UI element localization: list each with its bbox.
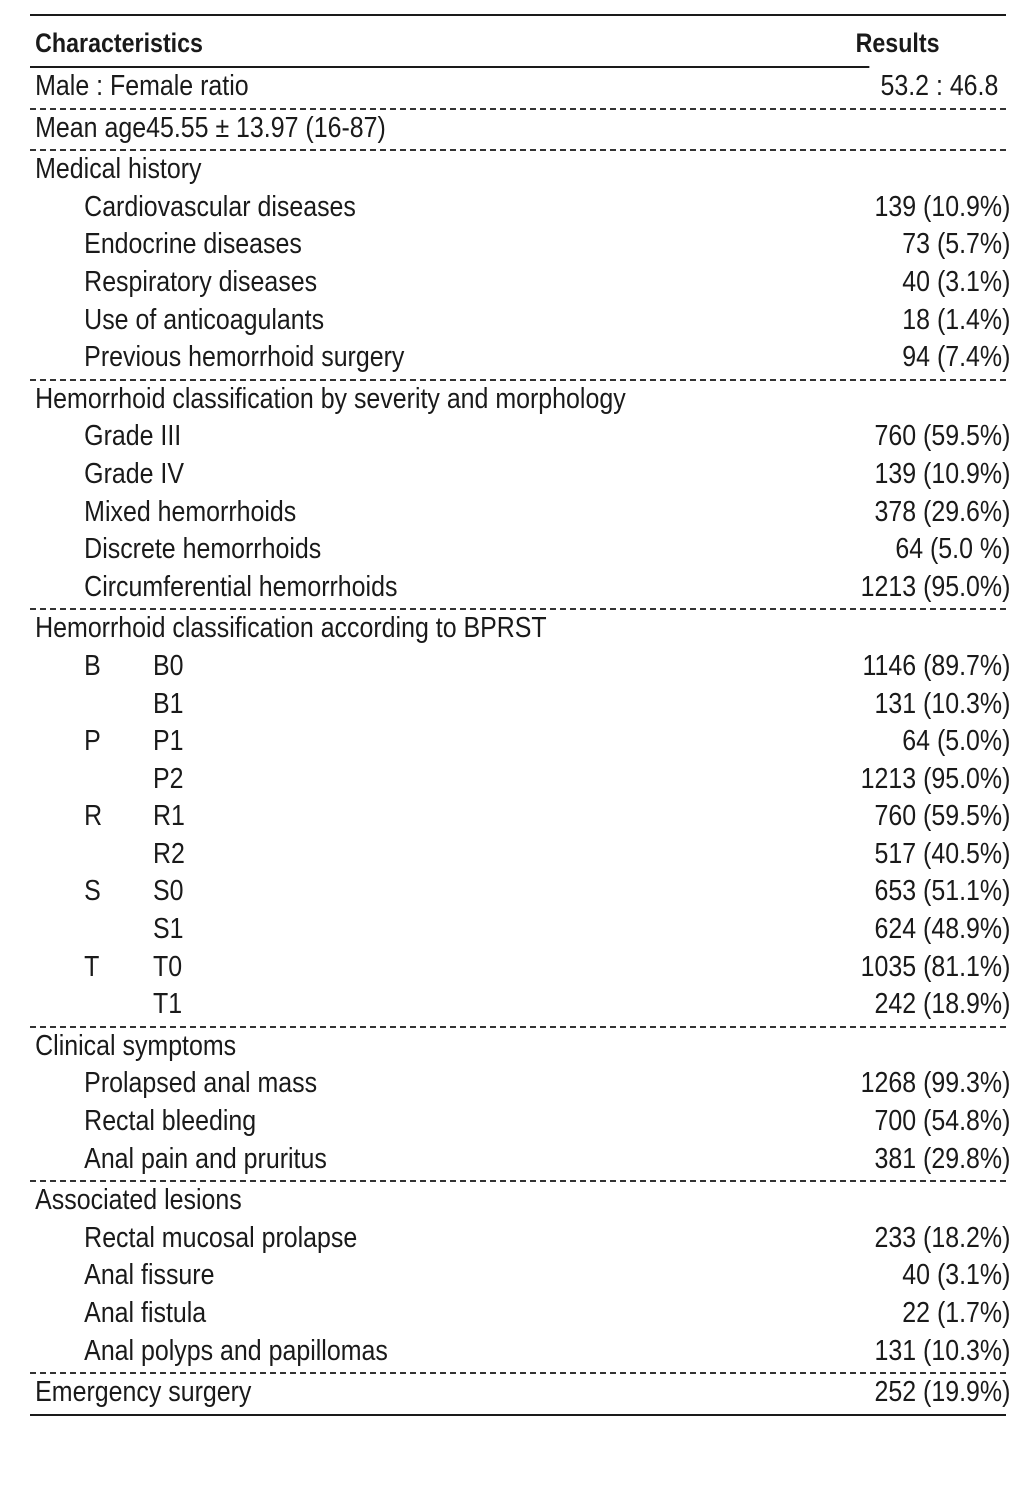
- age-label: Mean age45.55 ± 13.97 (16-87): [35, 111, 386, 144]
- table-row: Endocrine diseases 73 (5.7%): [84, 228, 1011, 261]
- table-row: [30, 68, 1006, 106]
- table-row: S1 624 (48.9%): [152, 913, 1011, 946]
- section-title: Medical history: [35, 153, 202, 186]
- section-ratio: [30, 68, 1006, 110]
- table-row: [30, 1374, 1011, 1412]
- section-emergency: [30, 1374, 1011, 1416]
- table-row: Rectal mucosal prolapse 233 (18.2%): [84, 1221, 1011, 1254]
- table-row: Circumferential hemorrhoids 1213 (95.0%): [84, 570, 1011, 603]
- header-characteristics: Characteristics: [35, 28, 203, 58]
- section-age: [30, 110, 1006, 152]
- table-header: [30, 16, 940, 68]
- table-row: Mixed hemorrhoids 378 (29.6%): [84, 495, 1011, 528]
- table-row: B1 131 (10.3%): [152, 687, 1011, 720]
- section-title: Hemorrhoid classification according to BPRST: [35, 612, 547, 645]
- table-row: R2 517 (40.5%): [152, 837, 1011, 870]
- table-row: P P1 64 (5.0%): [84, 725, 1011, 758]
- table-row: Grade IV 139 (10.9%): [84, 457, 1011, 490]
- table-row: Anal pain and pruritus 381 (29.8%): [84, 1142, 1011, 1175]
- ratio-value: 53.2 : 46.8: [880, 70, 999, 102]
- emergency-label: Emergency surgery: [35, 1376, 252, 1409]
- table-row: R R1 760 (59.5%): [84, 800, 1011, 833]
- section-lesions: [30, 1182, 1011, 1374]
- section-title: Clinical symptoms: [35, 1029, 237, 1062]
- ratio-label: Male : Female ratio: [35, 70, 249, 102]
- table-row: Anal fistula 22 (1.7%): [84, 1297, 1011, 1329]
- table-row: P2 1213 (95.0%): [152, 762, 1011, 795]
- section-severity: [30, 381, 1011, 611]
- age-value: 45.55 ± 13.97 (16-87): [146, 111, 386, 144]
- table-row: Cardiovascular diseases 139 (10.9%): [84, 190, 1011, 223]
- characteristics-table: [30, 14, 1011, 1416]
- table-row: Prolapsed anal mass 1268 (99.3%): [84, 1067, 1011, 1100]
- section-title: Associated lesions: [35, 1184, 242, 1217]
- section-bprst: [30, 610, 1011, 1028]
- section-symptoms: [30, 1028, 1011, 1182]
- section-medical-history: [30, 151, 1011, 381]
- table-row: Discrete hemorrhoids 64 (5.0 %): [84, 533, 1011, 566]
- table-row: Anal fissure 40 (3.1%): [84, 1259, 1011, 1292]
- table-row: [30, 110, 1006, 148]
- header-results: Results: [855, 28, 940, 58]
- table-row: Previous hemorrhoid surgery 94 (7.4%): [84, 341, 1011, 374]
- table-row: Use of anticoagulants 18 (1.4%): [84, 303, 1011, 336]
- section-title: Hemorrhoid classification by severity and morphology: [35, 382, 626, 415]
- table-row: T T0 1035 (81.1%): [84, 950, 1011, 983]
- table-row: S S0 653 (51.1%): [84, 875, 1011, 908]
- table-row: Grade III 760 (59.5%): [84, 420, 1011, 453]
- table-row: B B0 1146 (89.7%): [84, 649, 1011, 682]
- table-row: Respiratory diseases 40 (3.1%): [84, 265, 1011, 298]
- table-row: T1 242 (18.9%): [152, 988, 1011, 1021]
- table-row: Rectal bleeding 700 (54.8%): [84, 1105, 1011, 1138]
- table-row: Anal polyps and papillomas 131 (10.3%): [84, 1334, 1011, 1367]
- emergency-value: 252 (19.9%): [874, 1376, 1011, 1409]
